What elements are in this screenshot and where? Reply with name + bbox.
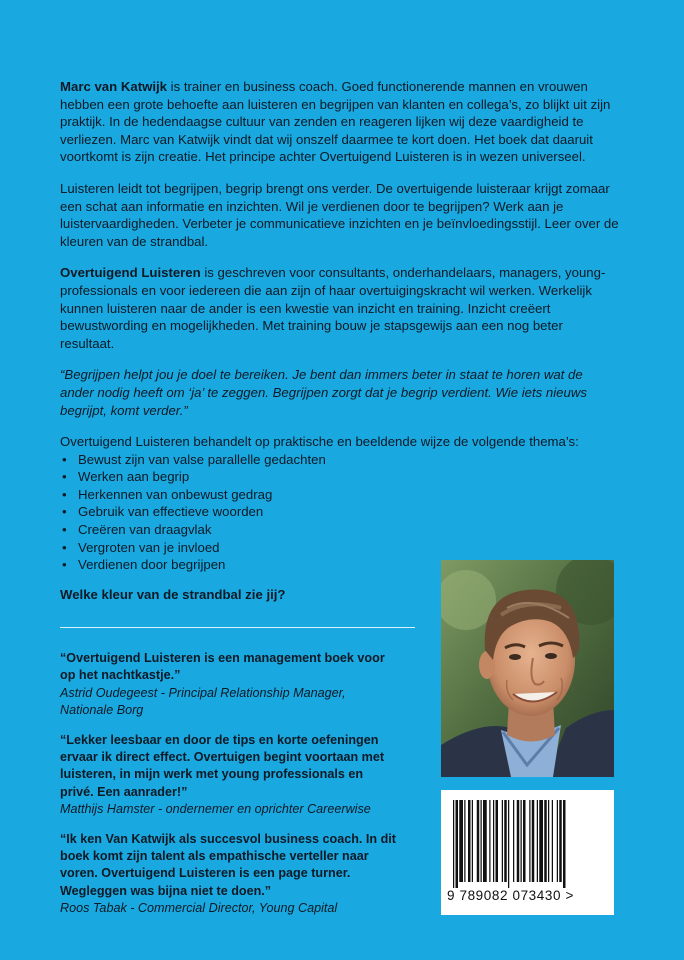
barcode-bar [481,800,482,882]
review-quote: “Ik ken Van Katwijk als succesvol business coach. In dit boek komt zijn talent als empathische verteller naar voren. Overtuigend Luisteren is een page turner. Wegleggen was bijna niet te doen.” [60,831,396,898]
barcode-bar [559,800,562,882]
barcode-bar [537,800,538,882]
paragraph-listening: Luisteren leidt tot begrijpen, begrip brengt ons verder. De overtuigende luisteraar krijgt zomaar een schat aan informatie en inzichten. Wil je verdienen door te begrijpen? Werk aan je luistervaardigheden. Verbeter je communicatieve inzichten en je beïnvloedingsstijl. Leer over de kleuren van de strandbal. [60,180,619,249]
barcode-bar [453,800,454,888]
theme-item: • Vergroten van je invloed [60,539,620,557]
barcode-bar [477,800,480,882]
barcode-bar [513,800,514,882]
barcode-bar [548,800,549,882]
barcode-bar [557,800,558,882]
barcode-bar [489,800,490,882]
barcode-bar [504,800,507,882]
theme-item: • Werken aan begrip [60,468,620,486]
barcode-bar [532,800,535,882]
barcode-bar [493,800,494,882]
review-author: Matthijs Hamster - ondernemer en oprichter Careerwise [60,802,371,817]
barcode-bar [459,800,463,882]
author-name: Marc van Katwijk [60,79,168,94]
barcode-bar [502,800,503,882]
barcode-bar [468,800,471,882]
barcode-bar [472,800,473,882]
review-author: Roos Tabak - Commercial Director, Young Capital [60,901,338,916]
divider [60,627,415,628]
review [60,732,400,819]
barcode-bar [523,800,526,882]
barcode-bar [496,800,499,882]
barcode-bar [563,800,566,888]
themes-list [60,451,620,574]
theme-item: • Herkennen van onbewust gedrag [60,486,620,504]
barcode-bar [456,800,459,888]
theme-item: • Gebruik van effectieve woorden [60,503,620,521]
barcode-bar [544,800,547,882]
book-title: Overtuigend Luisteren [60,265,201,281]
isbn-arrow: > [565,888,574,903]
theme-item: • Creëren van draagvlak [60,521,620,539]
theme-item: • Verdienen door begrijpen [60,556,620,574]
back-cover-text [60,78,620,603]
intro-text: is trainer en business coach. Goed functionerende mannen en vrouwen hebben een grote behoefte aan luisteren en begrijpen van klanten en collega’s, zo blijkt uit zijn praktijk. In de hedendaagse cultuur van zenden en reageren lijken wij deze vaardigheid te verliezen. Marc van Katwijk vindt dat wij onszelf daarmee te kort doen. Het boek dat daaruit voortkomt is zijn creatie. Het principe achter Overtuigend Luisteren is in wezen universeel. [60,79,611,165]
review [60,650,400,720]
barcode-bar [539,800,543,882]
barcode-bar [521,800,522,882]
paragraph-audience [60,264,620,352]
theme-item: • Bewust zijn van valse parallelle gedachten [60,451,620,469]
barcode-bar [517,800,520,882]
themes-intro: Overtuigend Luisteren behandelt op praktische en beeldende wijze de volgende thema’s: [60,434,579,450]
barcode-bar [552,800,553,882]
barcode-bar [529,800,530,882]
isbn-barcode [441,790,614,915]
author-photo [441,560,614,777]
barcode-bar [464,800,465,882]
barcode-bars [453,800,603,888]
review-quote: “Overtuigend Luisteren is een management boek voor op het nachtkastje.” [60,651,385,683]
audience-text: is geschreven voor consultants, onderhandelaars, managers, young-professionals en voor iedereen die aan zijn of haar overtuigingskracht wil werken. Werkelijk kunnen luisteren naar de ander is een kwestie van inzicht en training. Inzicht creëert bewustwording en mogelijkheden. Met training bouw je stapsgewijs aan een nog beter resultaat. [60,265,606,351]
review-author: Astrid Oudegeest - Principal Relationship Manager, Nationale Borg [60,685,346,718]
isbn-digits: 9 789082 073430 [447,888,562,903]
reviews [60,650,400,930]
barcode-bar [483,800,487,882]
italic-quote: “Begrijpen helpt jou je doel te bereiken. Je bent dan immers beter in staat te horen wat de ander nodig heeft om ‘ja’ te zeggen. Begrijpen zorgt dat je begrip verdient. Wie iets nieuws begrijpt, komt verder.” [60,367,587,418]
barcode-bar [508,800,509,888]
strandbal-question: Welke kleur van de strandbal zie jij? [60,586,286,602]
author-portrait-image [441,560,614,777]
intro-paragraph [60,78,620,166]
isbn-number [447,888,612,903]
review [60,831,400,918]
review-quote: “Lekker leesbaar en door de tips en korte oefeningen ervaar ik direct effect. Overtuigen begint voortaan met luisteren, in mijn werk met young professionals en privé. Een aanrader!” [60,732,385,799]
